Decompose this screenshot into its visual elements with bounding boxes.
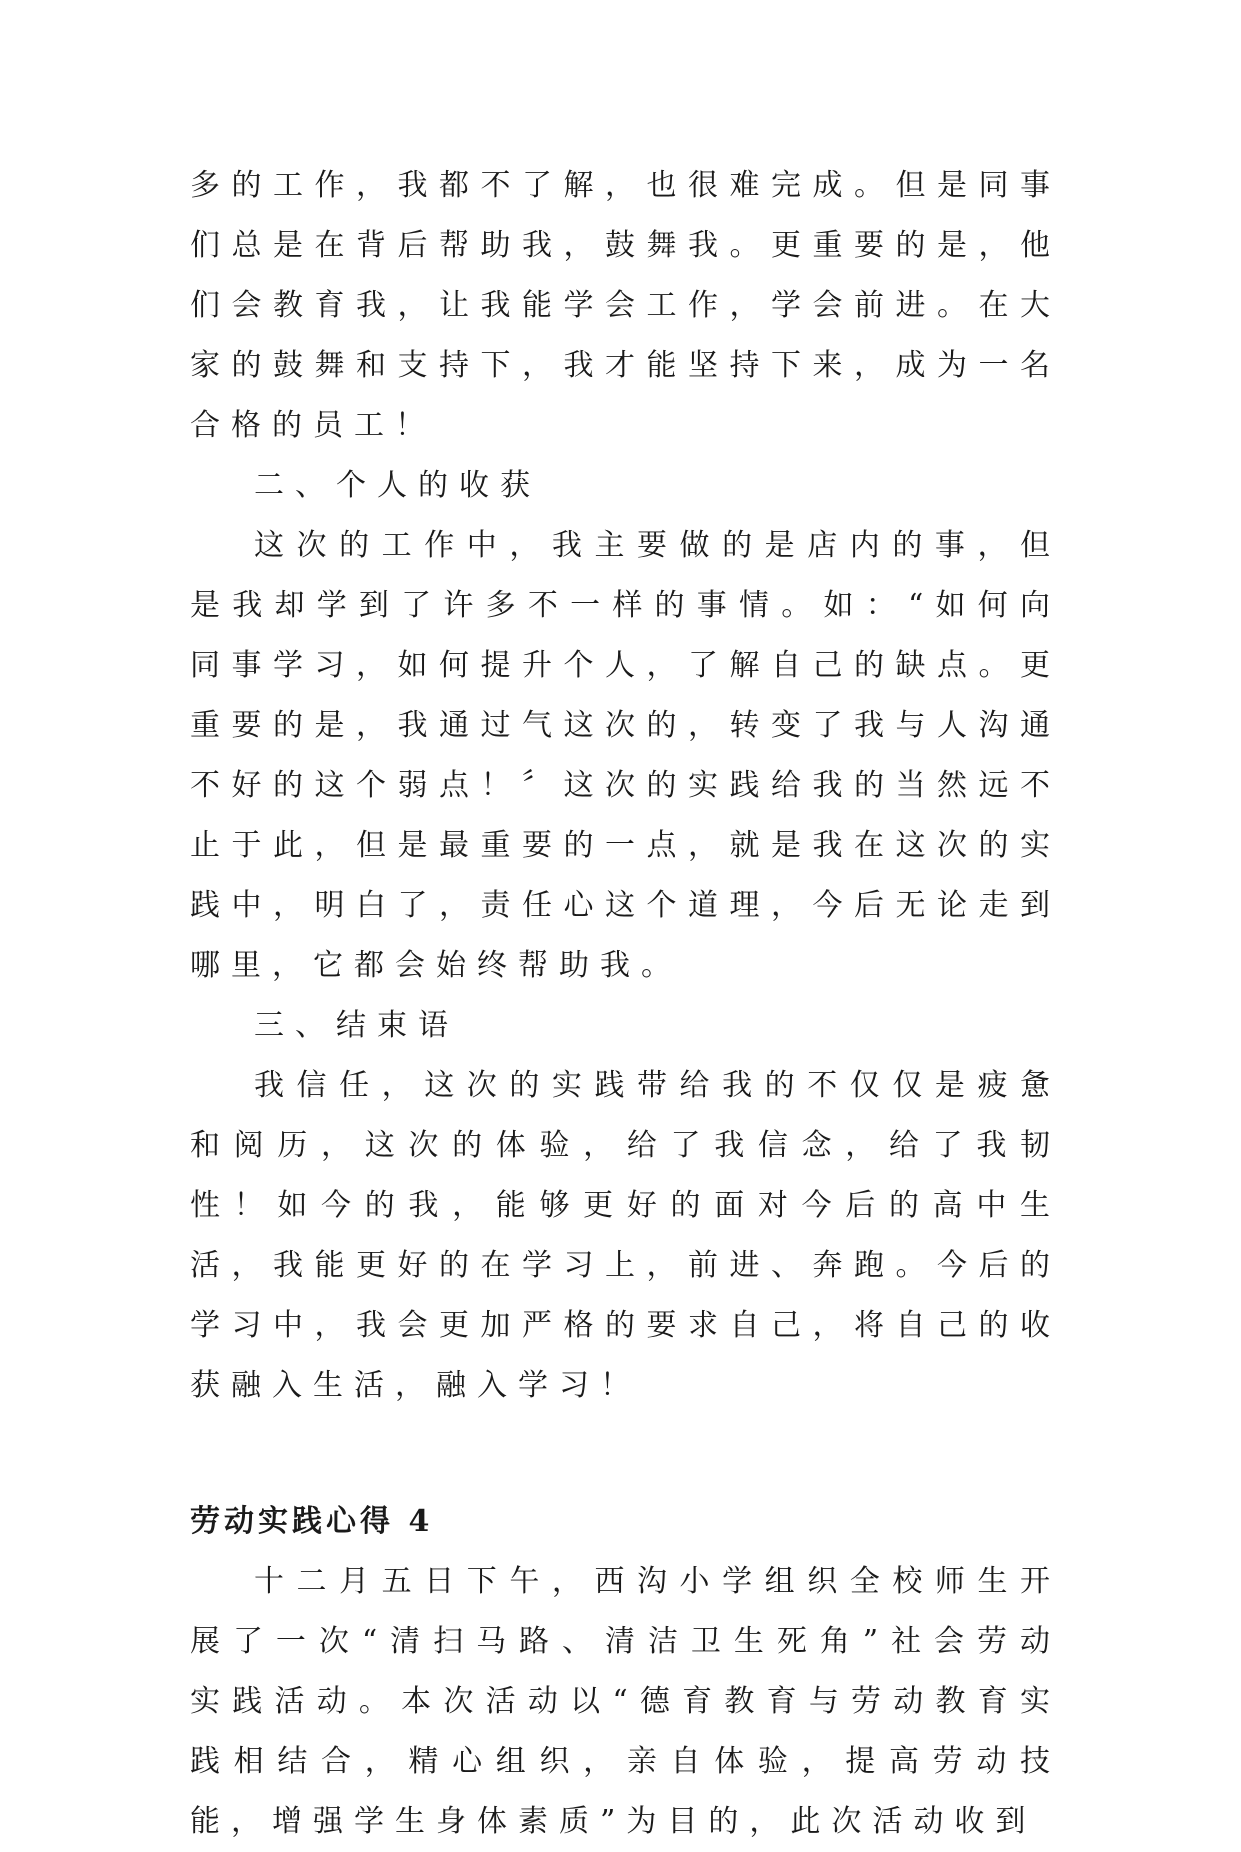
paragraph-conclusion: 我信任，这次的实践带给我的不仅仅是疲惫和阅历，这次的体验，给了我信念，给了我韧性！如今的我，能够更好的面对今后的高中生活，我能更好的在学习上，前进、奔跑。今后的学习中，我会更加严格的要求自己，将自己的收获融入生活，融入学习！ (190, 1068, 1061, 1403)
subheading-personal-gains: 二、个人的收获 (254, 468, 541, 503)
paragraph-continuation: 多的工作，我都不了解，也很难完成。但是同事们总是在背后帮助我，鼓舞我。更重要的是，他们会教育我，让我能学会工作，学会前进。在大家的鼓舞和支持下，我才能坚持下来，成为一名合格的员工！ (190, 168, 1061, 443)
paragraph-personal-gains: 这次的工作中，我主要做的是店内的事，但是我却学到了许多不一样的事情。如：“如何向同事学习，如何提升个人，了解自己的缺点。更重要的是，我通过气这次的，转变了我与人沟通不好的这个弱点！〞这次的实践给我的当然远不止于此，但是最重要的一点，就是我在这次的实践中，明白了，责任心这个道理，今后无论走到哪里，它都会始终帮助我。 (190, 528, 1061, 983)
section-title: 劳动实践心得 4 (190, 1504, 434, 1539)
subheading-conclusion: 三、结束语 (254, 1008, 459, 1043)
paragraph-section-intro: 十二月五日下午，西沟小学组织全校师生开展了一次“清扫马路、清洁卫生死角”社会劳动实践活动。本次活动以“德育教育与劳动教育实践相结合，精心组织，亲自体验，提高劳动技能，增强学生身体素质”为目的，此次活动收到 (190, 1564, 1061, 1839)
